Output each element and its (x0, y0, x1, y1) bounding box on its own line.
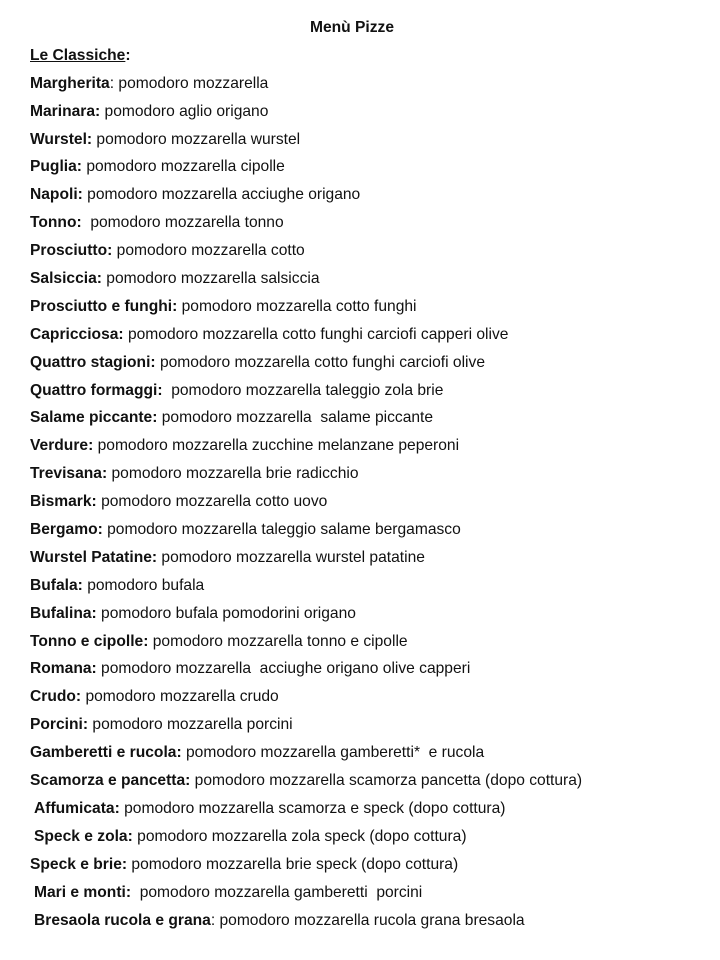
pizza-name: Puglia: (30, 158, 82, 176)
pizza-ingredients: pomodoro bufala pomodorini origano (96, 604, 356, 622)
pizza-name: Quattro stagioni: (30, 353, 156, 371)
pizza-item (30, 404, 710, 432)
pizza-name: Quattro formaggi: (30, 381, 163, 399)
pizza-ingredients: pomodoro mozzarella acciughe origano (82, 186, 361, 204)
pizza-item (30, 795, 710, 823)
page-title: Menù Pizze (309, 19, 395, 36)
pizza-name: Napoli: (30, 186, 83, 204)
pizza-item (30, 600, 710, 628)
section-colon: : (125, 46, 131, 64)
pizza-item (30, 572, 710, 600)
pizza-item (30, 851, 710, 879)
pizza-name: Scamorza e pancetta: (30, 772, 191, 790)
pizza-name: Bufalina: (30, 604, 97, 622)
pizza-item (30, 544, 710, 572)
pizza-item (30, 98, 710, 126)
pizza-name: Porcini: (30, 716, 89, 734)
pizza-ingredients: pomodoro mozzarella cotto funghi carciofi capperi olive (123, 325, 509, 343)
pizza-item (30, 126, 710, 154)
pizza-ingredients: pomodoro mozzarella cotto (112, 242, 305, 260)
pizza-name: Salame piccante: (30, 409, 158, 427)
pizza-list (30, 70, 710, 935)
pizza-ingredients: pomodoro mozzarella gamberetti* e rucola (181, 744, 485, 762)
pizza-ingredients: pomodoro mozzarella porcini (88, 716, 293, 734)
pizza-ingredients: pomodoro mozzarella gamberetti porcini (131, 883, 423, 901)
pizza-ingredients: pomodoro mozzarella cipolle (81, 158, 285, 176)
pizza-item (30, 628, 710, 656)
pizza-item (30, 767, 710, 795)
pizza-item (30, 823, 710, 851)
pizza-item (30, 181, 710, 209)
pizza-ingredients: pomodoro mozzarella zucchine melanzane peperoni (93, 437, 460, 455)
menu-document (30, 14, 710, 934)
pizza-item (30, 683, 710, 711)
pizza-name: Bergamo: (30, 521, 103, 539)
pizza-name: Prosciutto e funghi: (30, 297, 178, 315)
pizza-item (30, 879, 710, 907)
pizza-item (30, 293, 710, 321)
pizza-ingredients: pomodoro mozzarella scamorza e speck (dopo cottura) (119, 799, 506, 817)
pizza-name: Tonno: (30, 214, 82, 232)
pizza-name: Romana: (30, 660, 97, 678)
pizza-item (30, 209, 710, 237)
pizza-ingredients: pomodoro mozzarella taleggio salame bergamasco (102, 521, 461, 539)
pizza-ingredients: pomodoro mozzarella taleggio zola brie (162, 381, 444, 399)
pizza-name: Wurstel: (30, 130, 93, 148)
pizza-item (30, 488, 710, 516)
pizza-ingredients: pomodoro mozzarella cotto uovo (96, 493, 328, 511)
pizza-name: Affumicata: (34, 799, 120, 817)
pizza-item (30, 711, 710, 739)
pizza-name: Bresaola rucola e grana (34, 911, 211, 929)
pizza-ingredients: pomodoro mozzarella crudo (81, 688, 279, 706)
pizza-ingredients: : pomodoro mozzarella (109, 74, 269, 92)
pizza-ingredients: pomodoro mozzarella cotto funghi (177, 297, 417, 315)
pizza-ingredients: pomodoro bufala (82, 576, 205, 594)
pizza-name: Margherita (30, 74, 110, 92)
pizza-item (30, 265, 710, 293)
pizza-name: Bufala: (30, 576, 83, 594)
pizza-name: Gamberetti e rucola: (30, 744, 182, 762)
pizza-item (30, 516, 710, 544)
pizza-item (30, 377, 710, 405)
pizza-ingredients: : pomodoro mozzarella rucola grana bresaola (210, 911, 525, 929)
pizza-item (30, 321, 710, 349)
pizza-item (30, 460, 710, 488)
pizza-name: Salsiccia: (30, 270, 102, 288)
section-label: Le Classiche (30, 46, 126, 64)
pizza-ingredients: pomodoro mozzarella tonno (81, 214, 284, 232)
pizza-item (30, 153, 710, 181)
pizza-ingredients: pomodoro aglio origano (100, 102, 269, 120)
pizza-ingredients: pomodoro mozzarella wurstel (92, 130, 301, 148)
pizza-ingredients: pomodoro mozzarella brie speck (dopo cottura) (127, 855, 459, 873)
pizza-name: Prosciutto: (30, 242, 113, 260)
pizza-name: Marinara: (30, 102, 101, 120)
pizza-name: Crudo: (30, 688, 82, 706)
pizza-ingredients: pomodoro mozzarella acciughe origano olive capperi (96, 660, 471, 678)
pizza-name: Trevisana: (30, 465, 108, 483)
pizza-name: Capricciosa: (30, 325, 124, 343)
pizza-item (30, 349, 710, 377)
pizza-ingredients: pomodoro mozzarella salsiccia (101, 270, 320, 288)
pizza-item (30, 907, 710, 935)
pizza-ingredients: pomodoro mozzarella wurstel patatine (157, 548, 425, 566)
section-heading (30, 42, 710, 70)
pizza-item (30, 237, 710, 265)
pizza-name: Bismark: (30, 493, 97, 511)
pizza-item (30, 655, 710, 683)
pizza-item (30, 739, 710, 767)
pizza-name: Speck e brie: (30, 855, 128, 873)
pizza-ingredients: pomodoro mozzarella scamorza pancetta (dopo cottura) (190, 772, 583, 790)
pizza-name: Tonno e cipolle: (30, 632, 149, 650)
pizza-ingredients: pomodoro mozzarella salame piccante (157, 409, 434, 427)
pizza-ingredients: pomodoro mozzarella brie radicchio (107, 465, 359, 483)
pizza-ingredients: pomodoro mozzarella zola speck (dopo cottura) (132, 827, 467, 845)
pizza-name: Mari e monti: (34, 883, 132, 901)
pizza-item (30, 70, 710, 98)
pizza-ingredients: pomodoro mozzarella tonno e cipolle (148, 632, 408, 650)
pizza-ingredients: pomodoro mozzarella cotto funghi carciofi olive (155, 353, 485, 371)
pizza-item (30, 432, 710, 460)
pizza-name: Wurstel Patatine: (30, 548, 158, 566)
pizza-name: Verdure: (30, 437, 94, 455)
pizza-name: Speck e zola: (34, 827, 133, 845)
